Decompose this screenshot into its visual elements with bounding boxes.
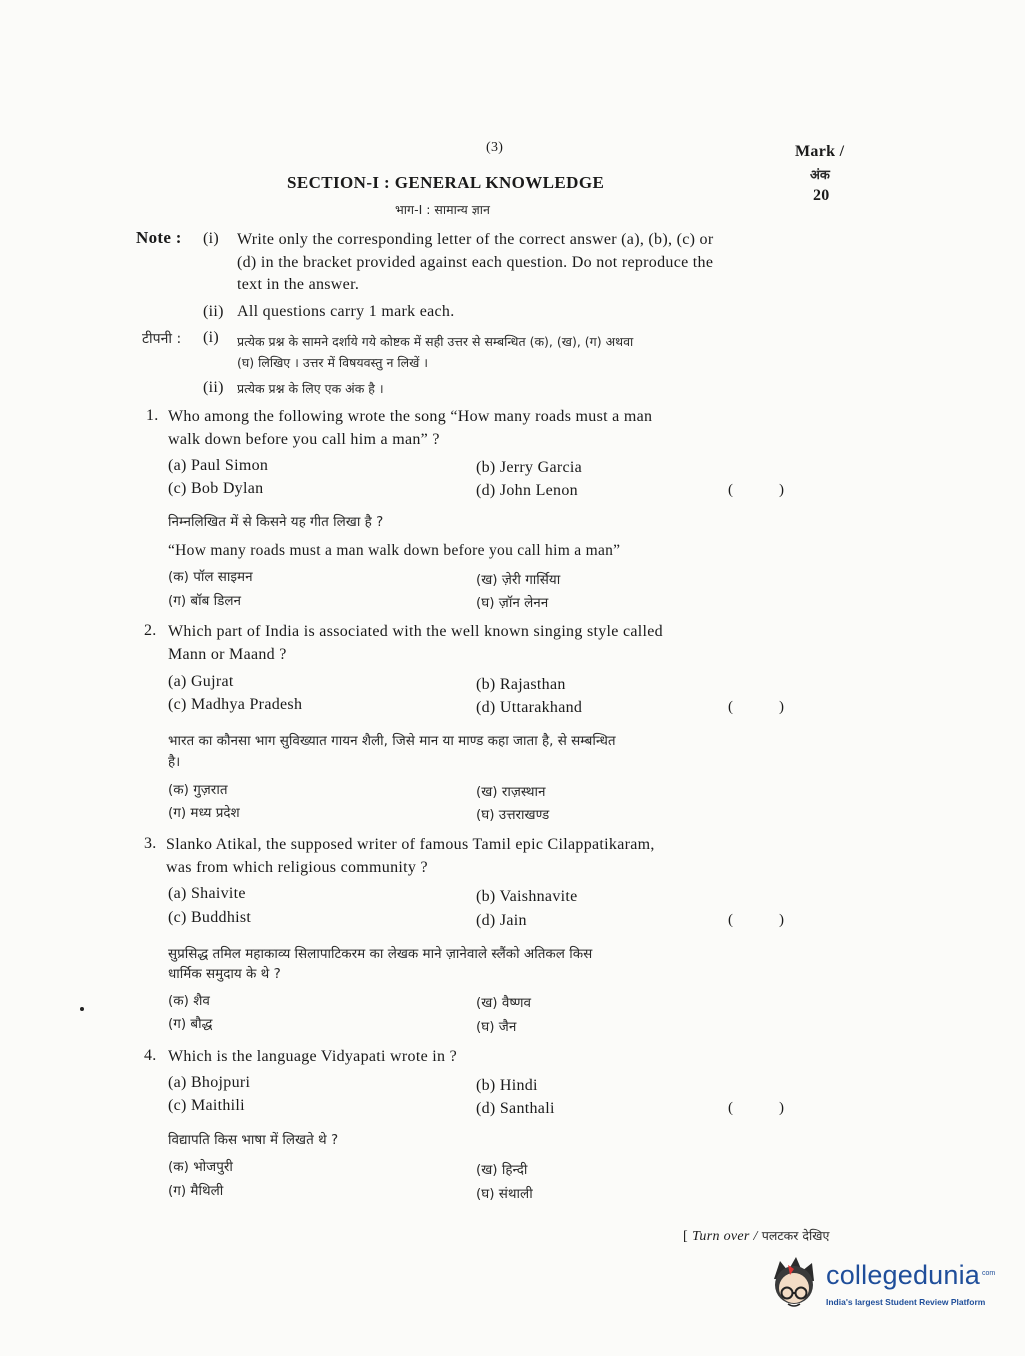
answer-bracket-close: ) xyxy=(779,912,784,928)
answer-bracket-open: ( xyxy=(728,699,733,715)
question-number: 1. xyxy=(146,407,159,424)
note-i-number: (i) xyxy=(203,230,220,247)
option-ka: (क) शैव xyxy=(168,993,210,1009)
question-text-line: Mann or Maand ? xyxy=(168,646,287,663)
answer-bracket-open: ( xyxy=(728,912,733,928)
option-ka: (क) गुज़रात xyxy=(168,782,228,798)
note-i-line-2: (d) in the bracket provided against each question. Do not reproduce the xyxy=(237,254,714,271)
question-text-line: walk down before you call him a man” ? xyxy=(168,431,440,448)
option-a: (a) Gujrat xyxy=(168,673,234,690)
note-hindi-ii-number: (ii) xyxy=(203,379,224,396)
option-ga: (ग) मैथिली xyxy=(168,1183,224,1199)
option-d: (d) Uttarakhand xyxy=(476,699,583,716)
note-label: Note : xyxy=(136,228,182,247)
note-i-line-1: Write only the corresponding letter of the correct answer (a), (b), (c) or xyxy=(237,231,714,248)
question-text-line: Which is the language Vidyapati wrote in ? xyxy=(168,1048,458,1065)
option-b: (b) Hindi xyxy=(476,1077,538,1094)
brand-tagline: India's largest Student Review Platform xyxy=(826,1297,986,1307)
note-ii-text: All questions carry 1 mark each. xyxy=(237,303,455,320)
option-a: (a) Paul Simon xyxy=(168,457,269,474)
option-c: (c) Maithili xyxy=(168,1097,245,1114)
option-gha: (घ) संथाली xyxy=(476,1186,533,1202)
option-gha: (घ) उत्तराखण्ड xyxy=(476,807,550,823)
question-text-line: was from which religious community ? xyxy=(166,859,428,876)
turn-over-text: Turn over / xyxy=(692,1229,758,1244)
scan-dot xyxy=(80,1007,84,1011)
question-hindi-line: “How many roads must a man walk down before you call him a man” xyxy=(168,542,621,559)
note-ii-number: (ii) xyxy=(203,303,224,320)
option-kha: (ख) राज़स्थान xyxy=(476,784,546,800)
note-hindi-i-number: (i) xyxy=(203,329,220,346)
question-number: 2. xyxy=(144,622,157,639)
answer-bracket-open: ( xyxy=(728,482,733,498)
option-a: (a) Bhojpuri xyxy=(168,1074,251,1091)
option-ga: (ग) बॉब डिलन xyxy=(168,593,241,609)
question-hindi-line: विद्यापति किस भाषा में लिखते थे ? xyxy=(168,1132,339,1148)
page-number: (3) xyxy=(486,140,504,155)
note-hindi-i-line-1: प्रत्येक प्रश्न के सामने दर्शाये गये कोष्टक में सही उत्तर से सम्बन्धित (क), (ख), (ग) अथवा xyxy=(237,334,634,349)
option-c: (c) Madhya Pradesh xyxy=(168,696,303,713)
option-gha: (घ) ज़ॉन लेनन xyxy=(476,595,549,611)
question-hindi-line: निम्नलिखित में से किसने यह गीत लिखा है ? xyxy=(168,514,384,530)
question-hindi-line: धार्मिक समुदाय के थे ? xyxy=(168,966,281,982)
option-kha: (ख) ज़ेरी गार्सिया xyxy=(476,572,561,588)
note-hindi-label: टीपनी : xyxy=(142,331,182,347)
question-text-line: Who among the following wrote the song “How many roads must a man xyxy=(168,408,653,425)
question-hindi-line: है। xyxy=(168,754,181,770)
answer-bracket-close: ) xyxy=(779,699,784,715)
note-hindi-ii-text: प्रत्येक प्रश्न के लिए एक अंक है । xyxy=(237,381,384,396)
option-kha: (ख) हिन्दी xyxy=(476,1162,528,1178)
option-ga: (ग) बौद्ध xyxy=(168,1016,213,1032)
option-d: (d) John Lenon xyxy=(476,482,578,499)
question-hindi-line: सुप्रसिद्ध तमिल महाकाव्य सिलापाटिकरम का लेखक माने ज़ानेवाले स्लैंको अतिकल किस xyxy=(168,946,593,962)
option-d: (d) Jain xyxy=(476,912,527,929)
note-i-line-3: text in the answer. xyxy=(237,276,360,293)
mark-label-hindi: अंक xyxy=(810,168,830,183)
turn-over-hindi: पलटकर देखिए xyxy=(761,1228,830,1243)
section-title-hindi: भाग-I : सामान्य ज्ञान xyxy=(395,202,490,217)
option-ka: (क) भोजपुरी xyxy=(168,1159,233,1175)
section-title: SECTION-I : GENERAL KNOWLEDGE xyxy=(287,173,605,192)
option-c: (c) Bob Dylan xyxy=(168,480,264,497)
option-ga: (ग) मध्य प्रदेश xyxy=(168,805,240,821)
brand-domain-mark: com xyxy=(982,1270,996,1277)
option-b: (b) Rajasthan xyxy=(476,676,566,693)
question-hindi-line: भारत का कौनसा भाग सुविख्यात गायन शैली, जिसे मान या माण्ड कहा जाता है, से सम्बन्धित xyxy=(168,733,616,749)
answer-bracket-close: ) xyxy=(779,482,784,498)
option-a: (a) Shaivite xyxy=(168,885,246,902)
question-text-line: Slanko Atikal, the supposed writer of famous Tamil epic Cilappatikaram, xyxy=(166,836,655,853)
answer-bracket-open: ( xyxy=(728,1100,733,1116)
note-hindi-i-line-2: (घ) लिखिए । उत्तर में विषयवस्तु न लिखें । xyxy=(237,355,429,370)
mark-value: 20 xyxy=(813,187,830,204)
collegedunia-mascot-icon xyxy=(766,1255,826,1317)
brand-name: collegedunia xyxy=(826,1260,981,1290)
mark-label: Mark / xyxy=(795,143,845,160)
turn-over-note: [ Turn over / पलटकर देखिए xyxy=(683,1228,830,1244)
answer-bracket-close: ) xyxy=(779,1100,784,1116)
option-b: (b) Vaishnavite xyxy=(476,888,578,905)
option-d: (d) Santhali xyxy=(476,1100,555,1117)
option-kha: (ख) वैष्णव xyxy=(476,995,531,1011)
option-b: (b) Jerry Garcia xyxy=(476,459,583,476)
question-text-line: Which part of India is associated with the well known singing style called xyxy=(168,623,663,640)
question-number: 3. xyxy=(144,835,157,852)
question-number: 4. xyxy=(144,1047,157,1064)
option-c: (c) Buddhist xyxy=(168,909,252,926)
option-gha: (घ) जैन xyxy=(476,1019,517,1035)
option-ka: (क) पॉल साइमन xyxy=(168,569,253,585)
